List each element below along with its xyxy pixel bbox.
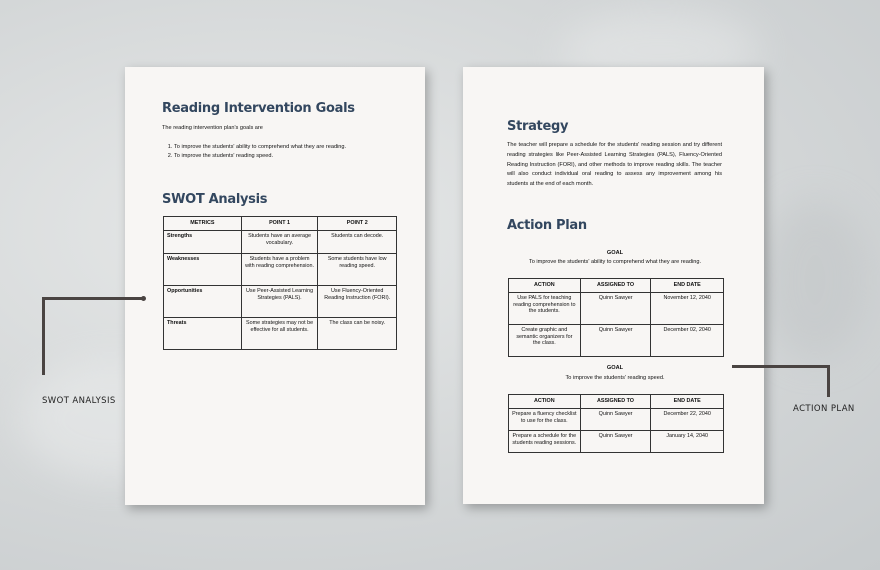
goal-text: To improve the students' ability to comprehend what they are reading. [528, 259, 702, 265]
table-cell: January 14, 2040 [651, 431, 724, 453]
column-header: ASSIGNED TO [580, 279, 651, 293]
table-cell: Some students have low reading speed. [318, 254, 397, 286]
callout-line [43, 297, 143, 300]
table-cell: December 22, 2040 [651, 409, 724, 431]
strategy-text: The teacher will prepare a schedule for the students' reading session and try different reading strategies like Peer-Assisted Learning Strategies (PALS), Fluency-Oriented Reading Instruction (FORI), and other methods to improve reading skills. The teacher will also conduct individual oral reading to assess any improvement among his students at the end of each month. [507, 142, 722, 188]
action-table-2 [508, 394, 724, 453]
table-cell: Students have a problem with reading comprehension. [241, 254, 318, 286]
callout-line [827, 365, 830, 397]
table-cell: November 12, 2040 [651, 293, 724, 325]
document-page-left [125, 67, 425, 505]
action-table-1 [508, 278, 724, 357]
table-cell: Some strategies may not be effective for all students. [241, 318, 318, 350]
goal-item: 2. To improve the students' reading speed. [174, 152, 346, 161]
swot-heading: SWOT Analysis [162, 192, 268, 207]
table-row [164, 231, 397, 254]
table-cell: Quinn Sawyer [580, 325, 651, 357]
column-header: END DATE [651, 279, 724, 293]
goals-heading: Reading Intervention Goals [162, 101, 355, 116]
column-header: POINT 2 [318, 217, 397, 231]
column-header: ACTION [509, 395, 581, 409]
table-row [509, 409, 724, 431]
swot-analysis-label: SWOT ANALYSIS [42, 396, 116, 406]
table-header-row [164, 217, 397, 231]
metric-cell: Weaknesses [164, 254, 242, 286]
table-cell: Quinn Sawyer [580, 409, 651, 431]
table-cell: Create graphic and semantic organizers for the class. [509, 325, 581, 357]
table-header-row [509, 395, 724, 409]
table-cell: Quinn Sawyer [580, 293, 651, 325]
column-header: ACTION [509, 279, 581, 293]
table-cell: Prepare a fluency checklist to use for the class. [509, 409, 581, 431]
callout-line [42, 297, 45, 375]
column-header: END DATE [651, 395, 724, 409]
table-cell: Quinn Sawyer [580, 431, 651, 453]
goal-item: 1. To improve the students' ability to comprehend what they are reading. [174, 143, 346, 152]
action-plan-label: ACTION PLAN [793, 404, 855, 414]
swot-table [163, 216, 397, 350]
metric-cell: Strengths [164, 231, 242, 254]
table-cell: The class can be noisy. [318, 318, 397, 350]
table-row [164, 318, 397, 350]
table-cell: Use PALS for teaching reading comprehension to the students. [509, 293, 581, 325]
goals-intro: The reading intervention plan's goals are [162, 125, 263, 131]
table-row [509, 431, 724, 453]
table-cell: Prepare a schedule for the students reading sessions. [509, 431, 581, 453]
metric-cell: Opportunities [164, 286, 242, 318]
table-cell: Use Peer-Assisted Learning Strategies (PALS). [241, 286, 318, 318]
background-texture [760, 200, 870, 360]
table-row [164, 254, 397, 286]
table-header-row [509, 279, 724, 293]
goal-label: GOAL [606, 250, 624, 256]
table-cell: Students have an average vocabulary. [241, 231, 318, 254]
goals-list [162, 143, 346, 160]
column-header: METRICS [164, 217, 242, 231]
metric-cell: Threats [164, 318, 242, 350]
column-header: ASSIGNED TO [580, 395, 651, 409]
strategy-heading: Strategy [507, 119, 569, 134]
table-row [164, 286, 397, 318]
document-page-right [463, 67, 764, 504]
action-plan-heading: Action Plan [507, 218, 587, 233]
table-row [509, 293, 724, 325]
callout-line [732, 365, 830, 368]
goal-text: To improve the students' reading speed. [565, 375, 665, 381]
column-header: POINT 1 [241, 217, 318, 231]
goal-label: GOAL [606, 365, 624, 371]
table-cell: December 02, 2040 [651, 325, 724, 357]
table-row [509, 325, 724, 357]
table-cell: Students can decode. [318, 231, 397, 254]
table-cell: Use Fluency-Oriented Reading Instruction (FORI). [318, 286, 397, 318]
